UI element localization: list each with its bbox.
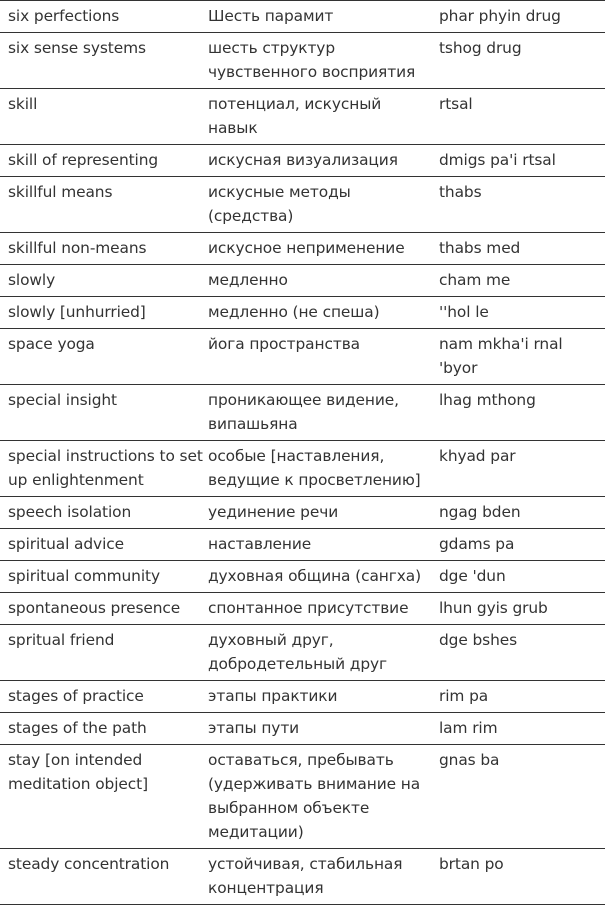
english-term: speech isolation xyxy=(8,503,132,521)
tibetan-term: dge 'dun xyxy=(439,567,506,585)
russian-term: устойчивая, стабильная концентрация xyxy=(208,855,403,897)
tibetan-term: tshog drug xyxy=(439,39,522,57)
russian-term: йога пространства xyxy=(208,335,360,353)
table-row xyxy=(0,849,605,905)
english-term: six sense systems xyxy=(8,39,146,57)
russian-term: наставление xyxy=(208,535,312,553)
russian-term: особые [наставления, ведущие к просветлению] xyxy=(208,447,421,489)
tibetan-term: phar phyin drug xyxy=(439,7,561,25)
table-row xyxy=(0,177,605,233)
english-term: special instructions to set up enlightenment xyxy=(8,447,203,489)
table-row xyxy=(0,625,605,681)
tibetan-term: gnas ba xyxy=(439,751,500,769)
table-row xyxy=(0,561,605,593)
english-term: steady concentration xyxy=(8,855,170,873)
table-row xyxy=(0,497,605,529)
tibetan-term: dge bshes xyxy=(439,631,518,649)
russian-term: этапы пути xyxy=(208,719,300,737)
tibetan-term: cham me xyxy=(439,271,511,289)
table-row xyxy=(0,1,605,33)
english-term: stages of practice xyxy=(8,687,144,705)
tibetan-term: thabs xyxy=(439,183,482,201)
russian-term: медленно xyxy=(208,271,288,289)
russian-term: искусное неприменение xyxy=(208,239,405,257)
table-row xyxy=(0,385,605,441)
english-term: space yoga xyxy=(8,335,95,353)
english-term: spontaneous presence xyxy=(8,599,181,617)
russian-term: искусная визуализация xyxy=(208,151,398,169)
table-row xyxy=(0,89,605,145)
russian-term: искусные методы (средства) xyxy=(208,183,351,225)
tibetan-term: thabs med xyxy=(439,239,521,257)
russian-term: потенциал, искусный навык xyxy=(208,95,382,137)
tibetan-term: dmigs pa'i rtsal xyxy=(439,151,556,169)
english-term: skillful means xyxy=(8,183,113,201)
tibetan-term: brtan po xyxy=(439,855,504,873)
tibetan-term: lhag mthong xyxy=(439,391,536,409)
table-row xyxy=(0,233,605,265)
english-term: skill xyxy=(8,95,38,113)
english-term: stay [on intended meditation object] xyxy=(8,751,148,793)
russian-term: духовная община (сангха) xyxy=(208,567,421,585)
tibetan-term: rim pa xyxy=(439,687,489,705)
russian-term: проникающее видение, випашьяна xyxy=(208,391,399,433)
russian-term: спонтанное присутствие xyxy=(208,599,409,617)
russian-term: этапы практики xyxy=(208,687,338,705)
russian-term: духовный друг, добродетельный друг xyxy=(208,631,388,673)
table-row xyxy=(0,329,605,385)
table-row xyxy=(0,33,605,89)
tibetan-term: lam rim xyxy=(439,719,498,737)
english-term: spiritual community xyxy=(8,567,160,585)
tibetan-term: rtsal xyxy=(439,95,473,113)
english-term: six perfections xyxy=(8,7,120,25)
tibetan-term: gdams pa xyxy=(439,535,515,553)
english-term: spiritual advice xyxy=(8,535,124,553)
tibetan-term: ngag bden xyxy=(439,503,521,521)
tibetan-term: nam mkha'i rnal 'byor xyxy=(439,335,563,377)
russian-term: оставаться, пребывать (удерживать внимание на выбранном объекте медитации) xyxy=(208,751,421,841)
table-row xyxy=(0,145,605,177)
english-term: skill of representing xyxy=(8,151,159,169)
russian-term: шесть структур чувственного восприятия xyxy=(208,39,416,81)
table-row xyxy=(0,297,605,329)
table-row xyxy=(0,441,605,497)
english-term: stages of the path xyxy=(8,719,147,737)
table-row xyxy=(0,745,605,849)
tibetan-term: lhun gyis grub xyxy=(439,599,548,617)
russian-term: медленно (не спеша) xyxy=(208,303,380,321)
tibetan-term: khyad par xyxy=(439,447,516,465)
russian-term: Шесть парамит xyxy=(208,7,334,25)
table-row xyxy=(0,713,605,745)
table-row xyxy=(0,681,605,713)
english-term: slowly xyxy=(8,271,56,289)
english-term: spritual friend xyxy=(8,631,115,649)
table-row xyxy=(0,593,605,625)
english-term: slowly [unhurried] xyxy=(8,303,146,321)
english-term: skillful non-means xyxy=(8,239,147,257)
table-row xyxy=(0,529,605,561)
table-row xyxy=(0,265,605,297)
tibetan-term: ''hol le xyxy=(439,303,489,321)
glossary-body xyxy=(0,1,605,905)
russian-term: уединение речи xyxy=(208,503,339,521)
english-term: special insight xyxy=(8,391,117,409)
